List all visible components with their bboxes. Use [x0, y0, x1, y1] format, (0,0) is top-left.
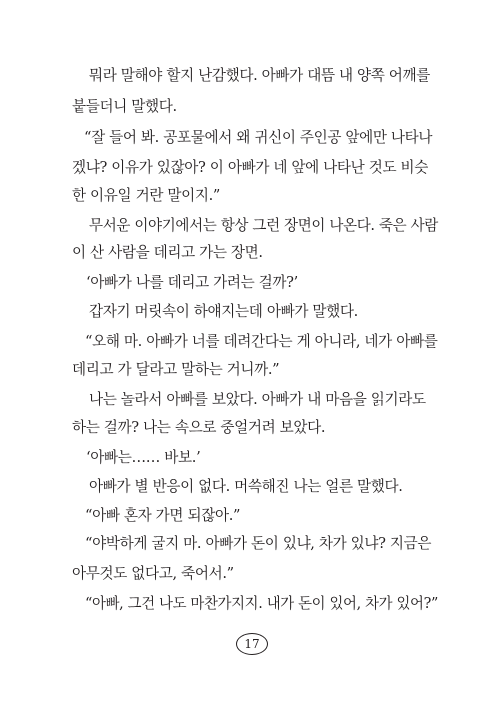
- text-line: 하는 걸까? 나는 속으로 중얼거려 보았다.: [72, 419, 326, 436]
- text-line: “아빠 혼자 가면 되잖아.”: [85, 507, 241, 524]
- text-line: “잘 들어 봐. 공포물에서 왜 귀신이 주인공 앞에만 나타나: [84, 129, 433, 146]
- text-line: “아빠, 그건 나도 마찬가지지. 내가 돈이 있어, 차가 있어?”: [85, 595, 438, 612]
- text-line: 한 이유일 거란 말이지.”: [72, 187, 220, 204]
- text-line: ‘아빠는…… 바보.’: [86, 449, 201, 466]
- text-line: 나는 놀라서 아빠를 보았다. 아빠가 내 마음을 읽기라도: [89, 391, 426, 408]
- text-line: 아무것도 없다고, 죽어서.”: [72, 565, 234, 582]
- text-line: 이 산 사람을 데리고 가는 장면.: [72, 244, 263, 261]
- text-line: 갑자기 머릿속이 하얘지는데 아빠가 말했다.: [89, 303, 358, 320]
- text-line: “야박하게 굴지 마. 아빠가 돈이 있냐, 차가 있냐? 지금은: [85, 535, 432, 552]
- text-line: 무서운 이야기에서는 항상 그런 장면이 나온다. 죽은 사람: [89, 217, 438, 234]
- text-line: 데리고 가 달라고 말하는 거니까.”: [72, 361, 280, 378]
- text-line: ‘아빠가 나를 데리고 가려는 걸까?’: [86, 274, 298, 291]
- text-line: 아빠가 별 반응이 없다. 머쓱해진 나는 얼른 말했다.: [89, 478, 403, 495]
- text-line: 겠냐? 이유가 있잖아? 이 아빠가 네 앞에 나타난 것도 비슷: [72, 159, 428, 176]
- page-number: 17: [236, 633, 268, 655]
- text-line: “오해 마. 아빠가 너를 데려간다는 게 아니라, 네가 아빠를: [85, 333, 438, 350]
- text-line: 뭐라 말해야 할지 난감했다. 아빠가 대뜸 내 양쪽 어깨를: [89, 67, 431, 84]
- text-line: 붙들더니 말했다.: [72, 98, 177, 115]
